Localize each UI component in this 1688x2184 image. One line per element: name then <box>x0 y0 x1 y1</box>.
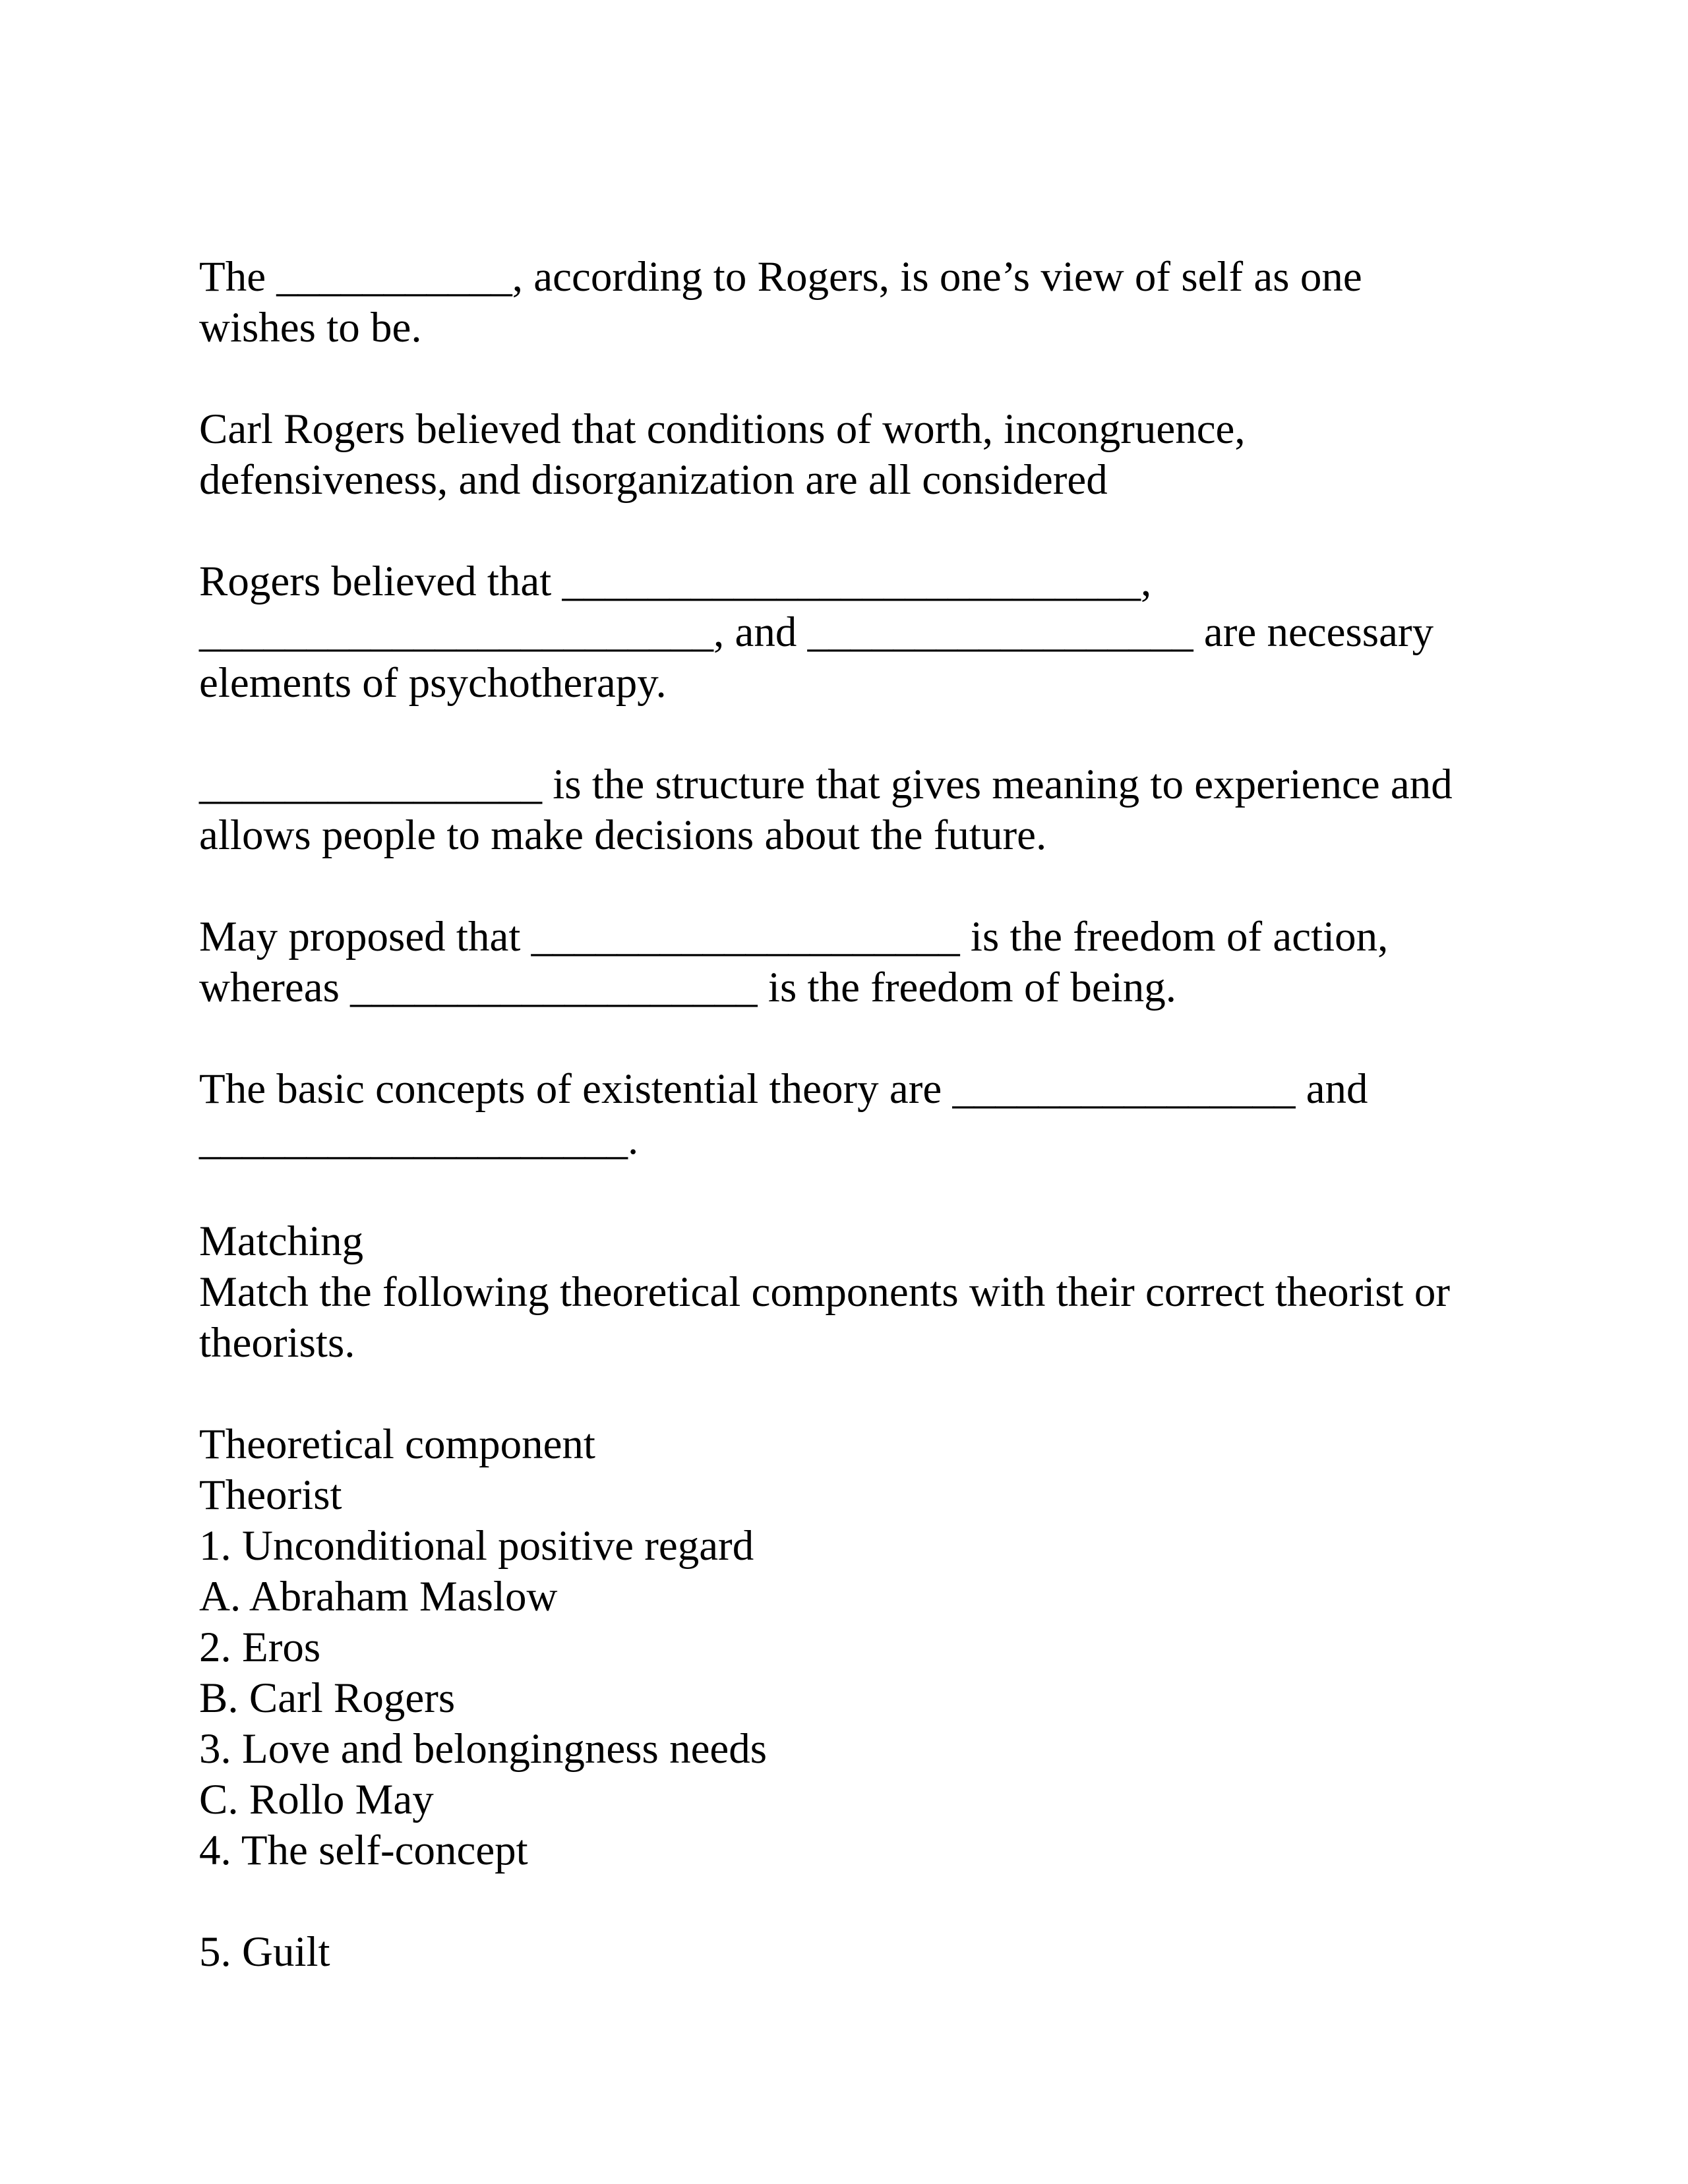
question-5 <box>199 912 1518 1013</box>
question-3-line-3: elements of psychotherapy. <box>199 659 667 707</box>
question-1-line-1: The ___________, according to Rogers, is one’s view of self as one <box>199 253 1362 301</box>
question-1 <box>199 252 1518 353</box>
matching-section-intro <box>199 1216 1518 1369</box>
question-3 <box>199 556 1518 709</box>
theorist-c: C. Rollo May <box>199 1776 434 1823</box>
matching-item-2: 2. Eros <box>199 1624 321 1671</box>
column-header-component: Theoretical component <box>199 1421 595 1468</box>
matching-instructions-line-1: Match the following theoretical components with their correct theorist or <box>199 1268 1451 1316</box>
matching-instructions-line-2: theorists. <box>199 1319 355 1367</box>
question-5-line-2: whereas ___________________ is the freedom of being. <box>199 964 1177 1011</box>
question-4-line-2: allows people to make decisions about the future. <box>199 812 1047 859</box>
column-header-theorist: Theorist <box>199 1471 342 1519</box>
matching-last <box>199 1927 1518 1978</box>
question-6 <box>199 1064 1518 1166</box>
matching-item-1: 1. Unconditional positive regard <box>199 1522 754 1570</box>
question-2-line-1: Carl Rogers believed that conditions of worth, incongruence, <box>199 405 1246 453</box>
question-1-line-2: wishes to be. <box>199 304 422 351</box>
matching-item-3: 3. Love and belongingness needs <box>199 1725 768 1773</box>
question-5-line-1: May proposed that ____________________ is the freedom of action, <box>199 913 1389 960</box>
question-2-line-2: defensiveness, and disorganization are all considered <box>199 456 1108 504</box>
matching-list <box>199 1419 1518 1876</box>
question-4-line-1: ________________ is the structure that gives meaning to experience and <box>199 761 1453 808</box>
question-3-line-2: ________________________, and __________________ are necessary <box>199 608 1434 656</box>
question-2 <box>199 404 1518 506</box>
theorist-a: A. Abraham Maslow <box>199 1573 558 1620</box>
worksheet-content <box>199 252 1518 1978</box>
matching-item-4: 4. The self-concept <box>199 1827 528 1874</box>
theorist-b: B. Carl Rogers <box>199 1674 456 1722</box>
matching-heading: Matching <box>199 1218 364 1265</box>
matching-item-5: 5. Guilt <box>199 1928 330 1976</box>
question-6-line-2: ____________________. <box>199 1116 639 1164</box>
question-4 <box>199 759 1518 861</box>
question-6-line-1: The basic concepts of existential theory are ________________ and <box>199 1065 1368 1113</box>
question-3-line-1: Rogers believed that ___________________________, <box>199 558 1152 605</box>
